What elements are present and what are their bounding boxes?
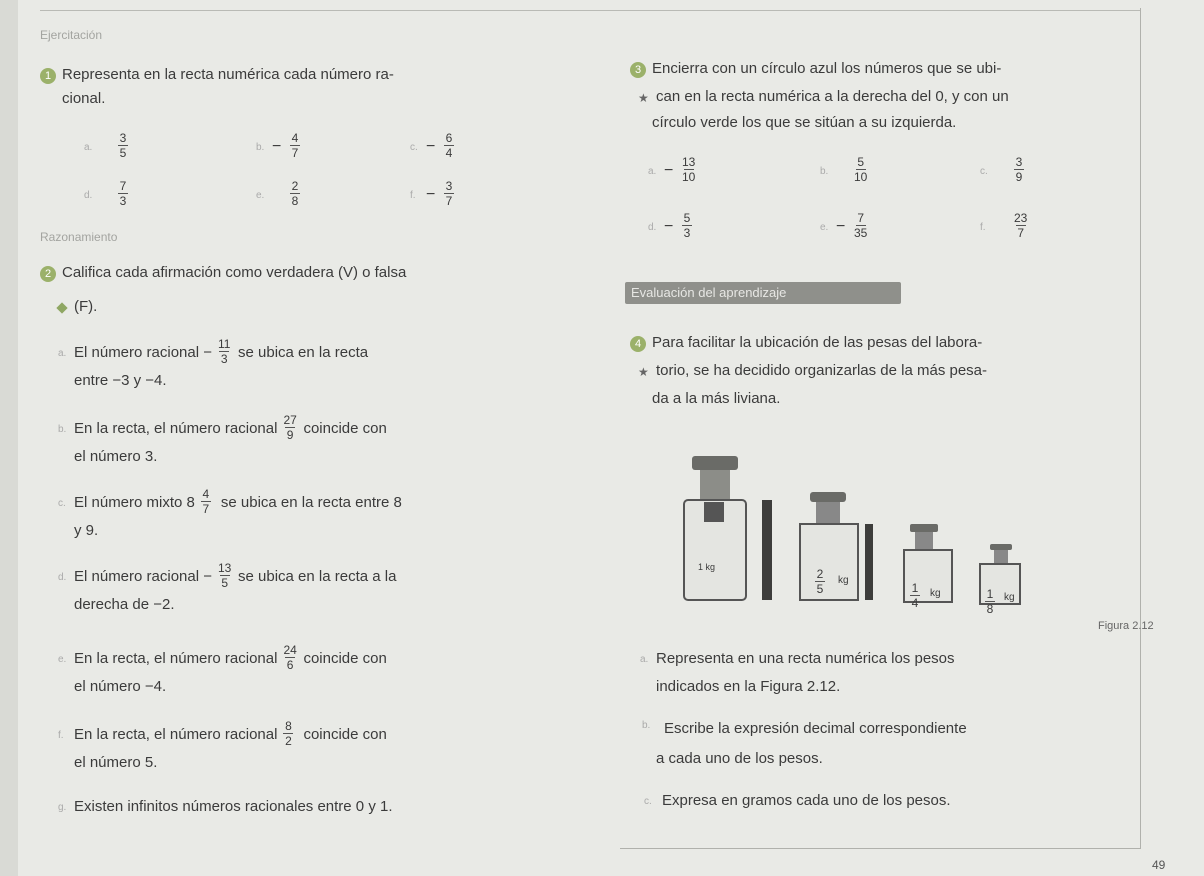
weight-label-1kg: 1 kg [698,562,716,572]
statement-text-end: se ubica en la recta a la [238,568,397,585]
fraction [118,180,128,207]
item-letter: e. [256,190,265,201]
item-sign: − [426,138,436,155]
fraction-denominator: 2 [285,734,292,748]
fraction [290,132,300,159]
item-sign: − [664,162,674,179]
weight-label-1-8-fraction [985,588,995,615]
fraction-denominator: 35 [854,226,868,240]
statement-text-line2: y 9. [74,522,99,539]
fraction-numerator: 2 [291,179,299,193]
item-sign: − [272,138,282,155]
statement-text-line2: el número 5. [74,754,158,771]
statement-letter: b. [58,424,67,435]
fraction-denominator: 6 [286,658,294,672]
statement-text: El número racional − [74,568,212,585]
fraction-denominator: 7 [202,502,210,516]
statement-fraction [218,562,231,589]
item-letter: d. [84,190,93,201]
fraction-denominator: 8 [291,194,299,208]
fraction-denominator: 7 [1017,226,1025,240]
item-sign: − [426,186,436,203]
task-a-letter: a. [640,654,649,665]
exercise-2-badge: 2 [40,266,56,282]
statement-text-line2: el número 3. [74,448,158,465]
weight-label-1-4-fraction [910,582,920,609]
statement-letter: g. [58,802,67,813]
fraction-numerator: 1 [986,587,994,601]
fraction-numerator: 27 [283,413,297,427]
fraction-denominator: 4 [445,146,453,160]
star-icon: ★ [638,91,649,105]
weight-label-2-5-fraction [815,568,825,595]
statement-text-end: coincide con [303,650,387,667]
fraction-denominator: 7 [291,146,299,160]
statement-letter: f. [58,730,64,741]
statement-text: En la recta, el número racional [74,726,278,743]
statement-text-line2: entre −3 y −4. [74,372,167,389]
exercise-2-text-line1: Califica cada afirmación como verdadera (V) o falsa [62,264,407,281]
fraction-numerator: 24 [283,643,297,657]
statement-text-end: coincide con [303,726,387,743]
fraction [1014,156,1024,183]
exercise-4-text-line2: torio, se ha decidido organizarlas de la más pesa- [656,362,988,379]
statement-letter: a. [58,348,67,359]
item-letter: b. [820,166,829,177]
statement-text-line2: derecha de −2. [74,596,175,613]
fraction-denominator: 9 [286,428,294,442]
fraction [854,156,867,183]
statement-text: En la recta, el número racional [74,420,278,437]
fraction-denominator: 5 [221,576,229,590]
statement-fraction [218,338,230,365]
fraction [444,132,454,159]
fraction-numerator: 11 [218,337,231,351]
item-sign: − [836,218,846,235]
exercise-3-text-line3: círculo verde los que se sitúan a su izquierda. [652,114,957,131]
weights-figure [670,440,1090,620]
fraction-numerator: 13 [218,561,232,575]
fraction-denominator: 3 [220,352,228,366]
fraction [854,212,867,239]
razonamiento-title: Razonamiento [40,230,118,244]
exercise-4-badge: 4 [630,336,646,352]
statement-fraction [283,414,296,441]
fraction [1014,212,1027,239]
fraction-numerator: 13 [682,155,696,169]
fraction-numerator: 7 [119,179,127,193]
item-letter: e. [820,222,829,233]
statement-text: Existen infinitos números racionales entre 0 y 1. [74,798,393,815]
evaluation-banner: Evaluación del aprendizaje [625,282,901,304]
statement-letter: d. [58,572,67,583]
fraction-denominator: 3 [683,226,691,240]
fraction-denominator: 10 [682,170,696,184]
item-letter: f. [980,222,986,233]
item-letter: a. [648,166,657,177]
statement-text-end: se ubica en la recta entre 8 [220,494,402,511]
task-b-line2: a cada uno de los pesos. [656,750,823,767]
figure-caption: Figura 2.12 [1098,620,1154,632]
exercise-4-text-line1: Para facilitar la ubicación de las pesas del labora- [652,334,983,351]
weight-label-2-5-unit: kg [838,575,849,586]
exercise-4-text-line3: da a la más liviana. [652,390,781,407]
fraction-denominator: 9 [1015,170,1023,184]
fraction [682,156,695,183]
weight-1kg [684,456,772,600]
fraction [444,180,454,207]
statement-fraction [283,644,296,671]
task-c-letter: c. [644,796,652,807]
fraction-numerator: 1 [911,581,919,595]
fraction-numerator: 3 [445,179,453,193]
fraction-numerator: 7 [857,211,865,225]
item-letter: c. [410,142,418,153]
fraction-numerator: 5 [857,155,865,169]
fraction-denominator: 3 [119,194,127,208]
item-letter: a. [84,142,93,153]
item-letter: c. [980,166,988,177]
fraction [118,132,128,159]
fraction-denominator: 4 [911,596,919,610]
exercise-1-text-line2: cional. [62,90,106,107]
fraction-denominator: 5 [119,146,127,160]
fraction-numerator: 3 [1015,155,1023,169]
fraction-denominator: 10 [854,170,868,184]
fraction-numerator: 8 [285,719,292,733]
fraction-numerator: 5 [683,211,691,225]
statement-letter: c. [58,498,66,509]
fraction-denominator: 7 [445,194,453,208]
fraction [290,180,300,207]
statement-letter: e. [58,654,67,665]
section-title: Ejercitación [40,28,103,42]
exercise-1-text-line1: Representa en la recta numérica cada número ra- [62,66,394,83]
fraction-numerator: 2 [816,567,824,581]
statement-text-end: coincide con [303,420,387,437]
page-number: 49 [1152,858,1166,872]
statement-text-end: se ubica en la recta [238,344,369,361]
fraction-numerator: 23 [1014,211,1028,225]
statement-text: El número racional − [74,344,212,361]
statement-fraction [283,720,293,747]
task-b-letter: b. [642,720,651,731]
fraction-numerator: 3 [119,131,127,145]
task-c-line1: Expresa en gramos cada uno de los pesos. [662,792,951,809]
exercise-2-text-line2: (F). [74,298,98,315]
exercise-3-text-line1: Encierra con un círculo azul los números que se ubi- [652,60,1002,77]
fraction-numerator: 4 [291,131,299,145]
task-b-line1: Escribe la expresión decimal correspondiente [664,720,967,737]
fraction-denominator: 5 [816,582,824,596]
weight-label-1-8-unit: kg [1004,592,1015,603]
fraction-numerator: 4 [202,487,210,501]
fraction-denominator: 8 [986,602,994,616]
weight-label-1-4-unit: kg [930,588,941,599]
task-a-line2: indicados en la Figura 2.12. [656,678,841,695]
item-letter: f. [410,190,416,201]
exercise-3-text-line2: can en la recta numérica a la derecha del 0, y con un [656,88,1009,105]
weight-2-5kg [800,492,873,600]
fraction [682,212,692,239]
exercise-3-badge: 3 [630,62,646,78]
exercise-1-badge: 1 [40,68,56,84]
item-letter: d. [648,222,657,233]
statement-text: En la recta, el número racional [74,650,278,667]
item-letter: b. [256,142,265,153]
statement-fraction [201,488,211,515]
fraction-numerator: 6 [445,131,453,145]
item-sign: − [664,218,674,235]
statement-text: El número mixto 8 [74,494,195,511]
star-icon: ★ [638,365,649,379]
statement-text-line2: el número −4. [74,678,167,695]
task-a-line1: Representa en una recta numérica los pesos [656,650,955,667]
